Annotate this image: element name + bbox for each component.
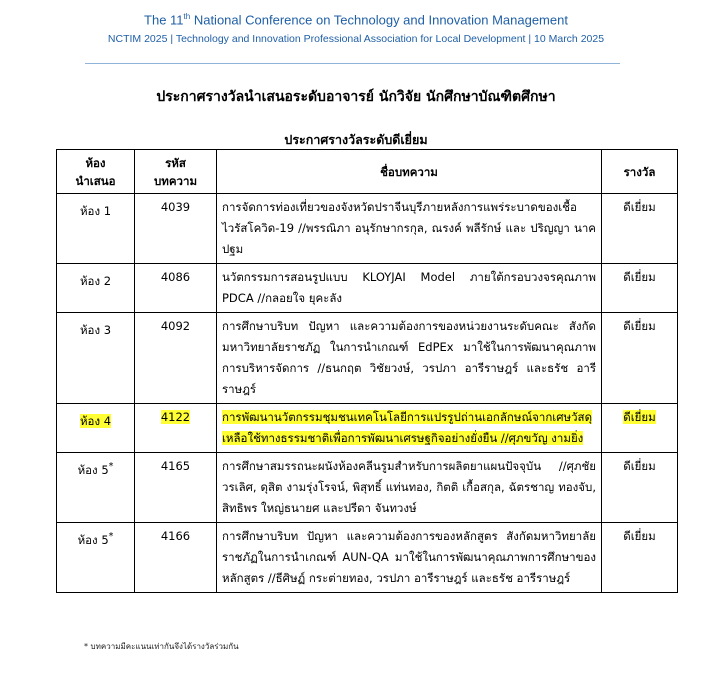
award-level: ดีเยี่ยม (623, 410, 656, 424)
paper-title: การพัฒนานวัตกรรมชุมชนเทคโนโลยีการแปรรูปถ่านเอกลักษณ์จากเศษวัสดุเหลือใช้ทางธรรมชาติเพื่อการพัฒนาเศรษฐกิจอย่างยั่งยืน //ศุภขวัญ งามยิ่ง (222, 410, 593, 445)
award-level: ดีเยี่ยม (623, 319, 656, 333)
footnote: * บทความมีคะแนนเท่ากันจึงได้รางวัลร่วมกัน (84, 642, 239, 651)
cell-award (602, 264, 678, 313)
table-row (57, 313, 678, 404)
table-row (57, 523, 678, 593)
header-divider (85, 63, 620, 64)
cell-code (135, 194, 217, 264)
table-row (57, 453, 678, 523)
cell-paper-title (217, 264, 602, 313)
conference-title (0, 12, 712, 27)
table-body (57, 194, 678, 593)
cell-room (57, 523, 135, 593)
cell-code (135, 404, 217, 453)
room-label: ห้อง 5 (77, 462, 109, 477)
award-level: ดีเยี่ยม (623, 200, 656, 214)
paper-code: 4086 (160, 270, 191, 284)
room-label: ห้อง 4 (79, 413, 112, 428)
conference-title-prefix: The 11 (144, 12, 184, 28)
cell-paper-title (217, 404, 602, 453)
room-label: ห้อง 5 (77, 532, 109, 547)
award-level: ดีเยี่ยม (623, 529, 656, 543)
cell-award (602, 453, 678, 523)
table-row (57, 194, 678, 264)
cell-code (135, 264, 217, 313)
cell-room (57, 404, 135, 453)
awards-table (56, 149, 678, 593)
cell-paper-title (217, 523, 602, 593)
room-footnote-mark: * (108, 461, 114, 472)
header-code-line2: บทความ (153, 173, 198, 188)
cell-award (602, 313, 678, 404)
room-label: ห้อง 2 (79, 273, 112, 288)
room-footnote-mark: * (108, 531, 114, 542)
award-level: ดีเยี่ยม (623, 270, 656, 284)
conference-subline: NCTIM 2025 | Technology and Innovation Professional Association for Local Development | 10 March 2025 (107, 33, 605, 45)
header-code (135, 150, 217, 194)
cell-award (602, 523, 678, 593)
paper-code: 4122 (160, 410, 191, 424)
cell-paper-title (217, 313, 602, 404)
cell-code (135, 523, 217, 593)
cell-code (135, 453, 217, 523)
paper-title: การศึกษาบริบท ปัญหา และความต้องการของหน่วยงานระดับคณะ สังกัดมหาวิทยาลัยราชภัฏ ในการนำเกณฑ์ EdPEx มาใช้ในการพัฒนาคุณภาพการบริหารจัดการ //ธนกฤต วิชัยวงษ์, วรปภา อารีราษฎร์ และธรัช อารีราษฎร์ (222, 319, 596, 396)
paper-code: 4039 (160, 200, 191, 214)
paper-title: นวัตกรรมการสอนรูปแบบ KLOYJAI Model ภายใต้กรอบวงจรคุณภาพ PDCA //กลอยใจ ยุคะลัง (222, 270, 596, 305)
header-code-line1: รหัส (165, 155, 186, 170)
paper-title: การจัดการท่องเที่ยวของจังหวัดปราจีนบุรีภายหลังการแพร่ระบาดของเชื้อไวรัสโควิด-19 //พรรณิภา อนุรักษากรกุล, ณรงค์ พลีรักษ์ และ ปริญญา นาคปฐม (222, 200, 596, 256)
award-level: ดีเยี่ยม (623, 459, 656, 473)
conference-title-suffix: National Conference on Technology and Innovation Management (190, 12, 568, 28)
cell-room (57, 453, 135, 523)
header-room (57, 150, 135, 194)
cell-room (57, 264, 135, 313)
cell-paper-title (217, 194, 602, 264)
cell-paper-title (217, 453, 602, 523)
header-award: รางวัล (602, 150, 678, 194)
header-room-line2: นำเสนอ (75, 173, 116, 188)
room-label: ห้อง 1 (79, 203, 112, 218)
paper-code: 4166 (160, 529, 191, 543)
paper-title: การศึกษาบริบท ปัญหา และความต้องการของหลักสูตร สังกัดมหาวิทยาลัยราชภัฏในการนำเกณฑ์ AUN-QA มาใช้ในการพัฒนาคุณภาพการศึกษาของหลักสูตร //ธีศิษฏ์ กระต่ายทอง, วรปภา อารีราษฎร์ และธรัช อารีราษฎร์ (222, 529, 596, 585)
cell-award (602, 194, 678, 264)
paper-code: 4092 (160, 319, 191, 333)
cell-code (135, 313, 217, 404)
header-paper: ชื่อบทความ (217, 150, 602, 194)
table-row (57, 264, 678, 313)
cell-room (57, 313, 135, 404)
table-header-row (57, 150, 678, 194)
table-row (57, 404, 678, 453)
conference-title-ordinal: th (183, 12, 191, 21)
cell-room (57, 194, 135, 264)
page-title: ประกาศรางวัลนำเสนอระดับอาจารย์ นักวิจัย นักศึกษาบัณฑิตศึกษา (156, 89, 556, 105)
header-room-line1: ห้อง (85, 155, 106, 170)
cell-award (602, 404, 678, 453)
paper-title: การศึกษาสมรรถนะผนังห้องคลีนรูมสำหรับการผลิตยาแผนปัจจุบัน //ศุภชัย วรเลิศ, ดุสิต งามรุ่งโรจน์, พิสุทธิ์ แท่นทอง, กิตติ เกื้อสกุล, ฉัตรชาญ ทองจับ, สิทธิพร ใหญ่ธนายศ และปรีดา จันทวงษ์ (222, 459, 596, 515)
table-caption: ประกาศรางวัลระดับดีเยี่ยม (284, 132, 428, 147)
room-label: ห้อง 3 (79, 322, 112, 337)
paper-code: 4165 (160, 459, 191, 473)
